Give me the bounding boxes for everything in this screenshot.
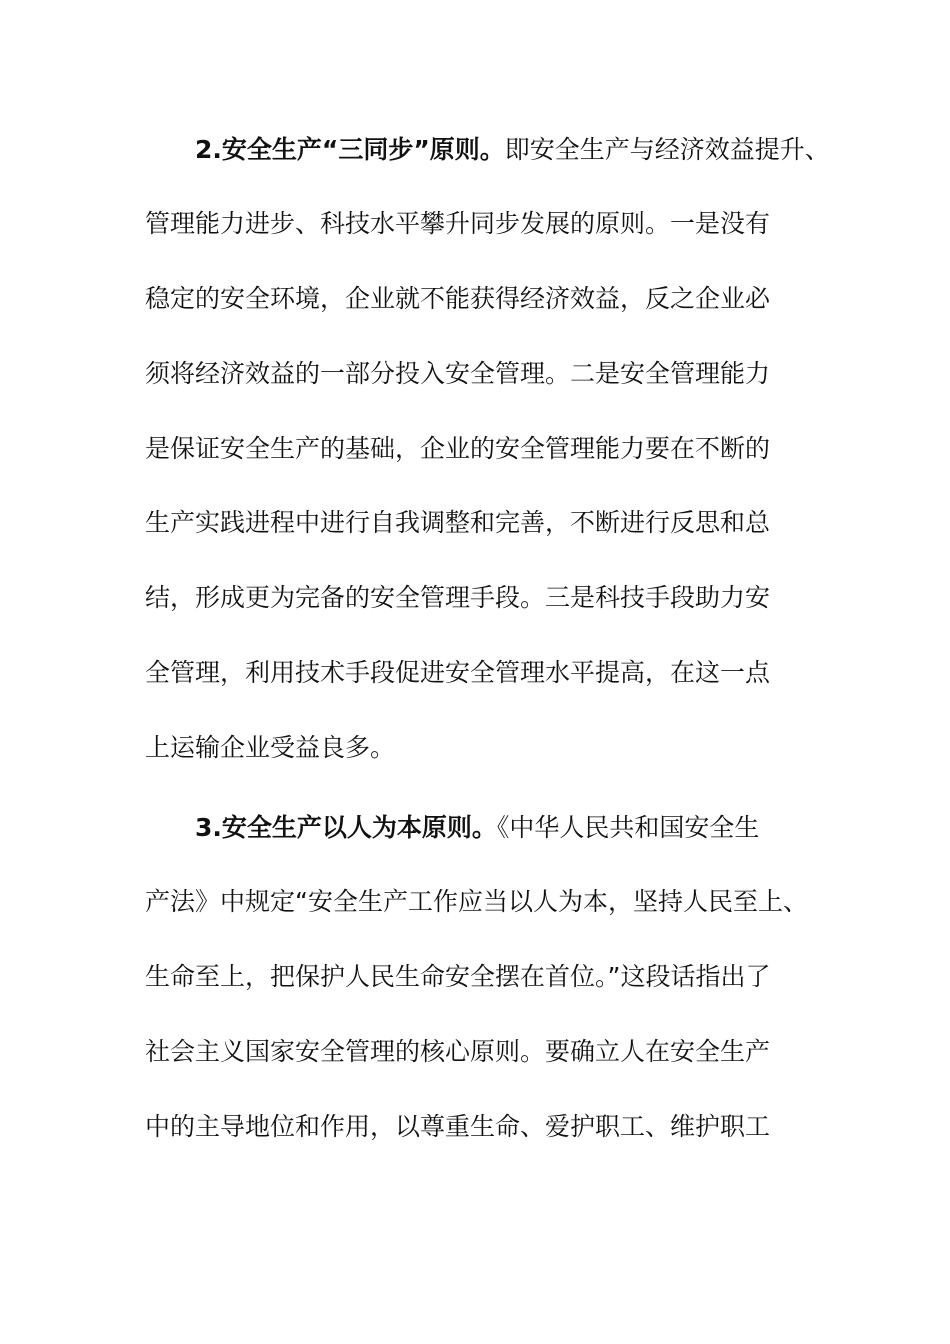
- paragraph-3-line-5: 中的主导地位和作用，以尊重生命、爱护职工、维护职工: [145, 1112, 771, 1141]
- paragraph-3-heading: 3.安全生产以人为本原则。: [195, 813, 497, 842]
- paragraph-2-line-8: 全管理，利用技术手段促进安全管理水平提高，在这一点: [145, 658, 771, 687]
- paragraph-3-text: 《中华人民共和国安全生: [496, 813, 760, 842]
- paragraph-2-text: 即安全生产与经济效益提升、: [504, 135, 830, 164]
- paragraph-2-line-7: 结，形成更为完备的安全管理手段。三是科技手段助力安: [145, 583, 771, 612]
- paragraph-2-line-1: [195, 133, 895, 167]
- paragraph-3-line-2: 产法》中规定“安全生产工作应当以人为本，坚持人民至上、: [145, 887, 808, 916]
- paragraph-2-line-5: 是保证安全生产的基础，企业的安全管理能力要在不断的: [145, 434, 771, 463]
- paragraph-3-line-4: 社会主义国家安全管理的核心原则。要确立人在安全生产: [145, 1037, 771, 1066]
- paragraph-2-line-3: 稳定的安全环境，企业就不能获得经济效益，反之企业必: [145, 284, 771, 313]
- paragraph-2-line-9: 上运输企业受益良多。: [145, 733, 396, 762]
- paragraph-2-heading: 2.安全生产“三同步”原则。: [195, 135, 505, 164]
- paragraph-2-line-6: 生产实践进程中进行自我调整和完善，不断进行反思和总: [145, 508, 771, 537]
- paragraph-2-line-2: 管理能力进步、科技水平攀升同步发展的原则。一是没有: [145, 209, 771, 238]
- paragraph-3-line-3: 生命至上，把保护人民生命安全摆在首位。”这段话指出了: [145, 962, 771, 991]
- paragraph-3-line-1: [195, 811, 895, 845]
- paragraph-2-line-4: 须将经济效益的一部分投入安全管理。二是安全管理能力: [145, 359, 771, 388]
